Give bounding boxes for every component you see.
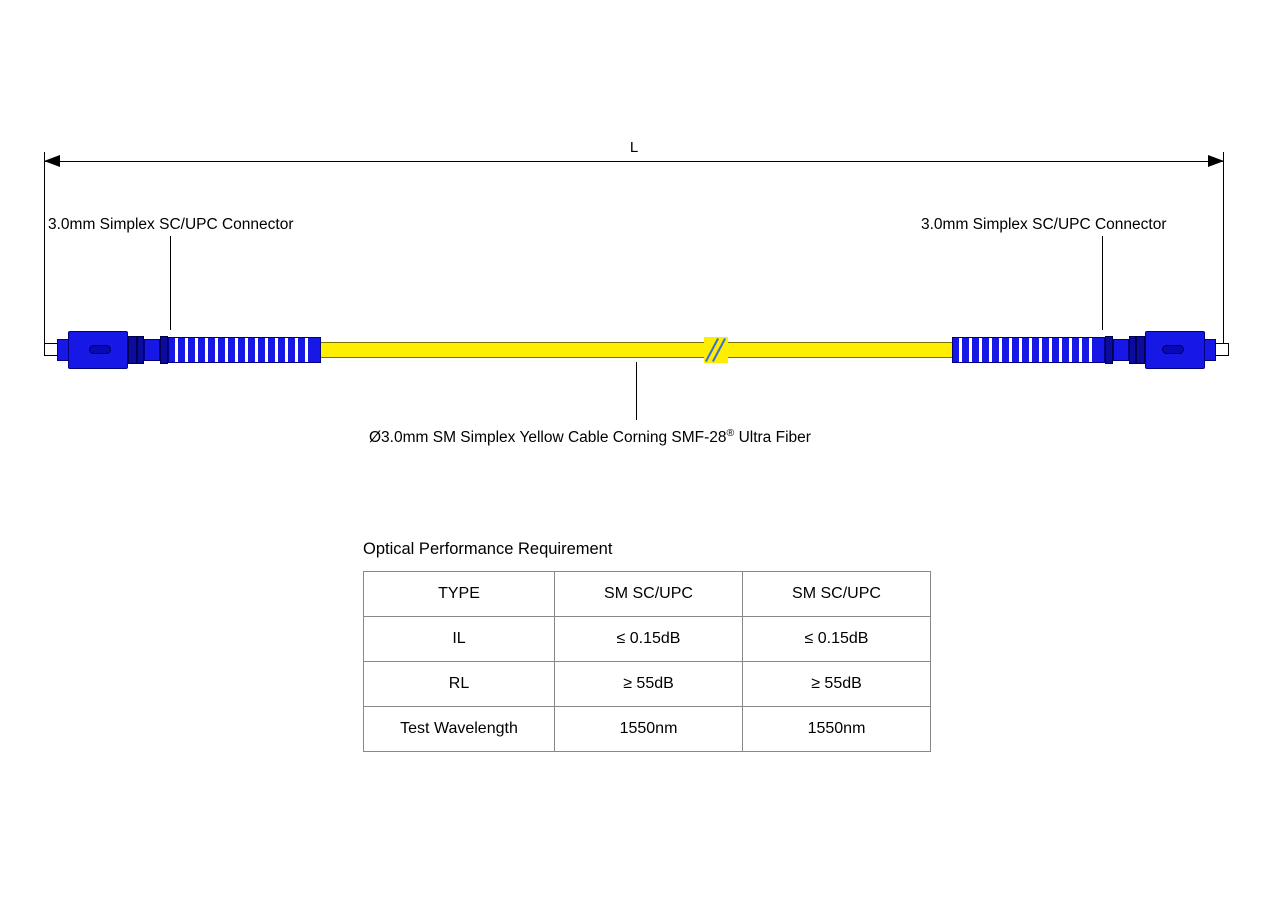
extension-line-right (1223, 152, 1224, 352)
optical-performance-table (363, 571, 931, 752)
overall-length-dimension (44, 140, 1224, 170)
callout-cable-text-2: Ultra Fiber (734, 429, 811, 447)
connector-ring-right-2 (1129, 336, 1136, 364)
table-cell-il-label: IL (364, 617, 555, 662)
table-row (364, 617, 931, 662)
table-cell-wavelength-label: Test Wavelength (364, 707, 555, 752)
connector-ring-right-1 (1136, 336, 1145, 364)
leader-line-right-connector (1102, 236, 1103, 330)
connector-ring-left-1 (128, 336, 137, 364)
table-cell-type-label: TYPE (364, 572, 555, 617)
ferrule-tip-right (1215, 343, 1229, 356)
extension-line-left (44, 152, 45, 352)
table-cell-il-a: ≤ 0.15dB (555, 617, 743, 662)
table-cell-wavelength-a: 1550nm (555, 707, 743, 752)
cable-break-symbol-icon (704, 337, 728, 363)
table-cell-type-b: SM SC/UPC (743, 572, 931, 617)
connector-latch-window-left (89, 345, 111, 354)
connector-latch-window-right (1162, 345, 1184, 354)
connector-right (989, 325, 1229, 375)
dimension-arrow-left-icon (44, 155, 60, 167)
table-row (364, 707, 931, 752)
callout-cable-text-1: Ø3.0mm SM Simplex Yellow Cable Corning SMF-28 (369, 429, 727, 447)
table-cell-type-a: SM SC/UPC (555, 572, 743, 617)
table-cell-rl-a: ≥ 55dB (555, 662, 743, 707)
registered-mark: ® (726, 427, 735, 439)
callout-right-connector: 3.0mm Simplex SC/UPC Connector (921, 216, 1167, 233)
table-row (364, 572, 931, 617)
connector-neck-right (1113, 339, 1129, 361)
length-label: L (629, 139, 639, 156)
table-row (364, 662, 931, 707)
fiber-patch-cable-drawing (44, 325, 1229, 375)
dimension-line (44, 161, 1224, 162)
connector-left (44, 325, 284, 375)
leader-line-left-connector (170, 236, 171, 330)
table-cell-il-b: ≤ 0.15dB (743, 617, 931, 662)
callout-cable (369, 424, 811, 447)
table-cell-rl-label: RL (364, 662, 555, 707)
connector-ring-left-3 (160, 336, 168, 364)
cable-jacket (319, 342, 1047, 358)
connector-neck-left (144, 339, 160, 361)
dimension-arrow-right-icon (1208, 155, 1224, 167)
ferrule-tip-left (44, 343, 58, 356)
table-cell-rl-b: ≥ 55dB (743, 662, 931, 707)
connector-ring-right-3 (1105, 336, 1113, 364)
table-title: Optical Performance Requirement (363, 540, 613, 558)
callout-left-connector: 3.0mm Simplex SC/UPC Connector (48, 216, 294, 233)
connector-ring-left-2 (137, 336, 144, 364)
table-cell-wavelength-b: 1550nm (743, 707, 931, 752)
